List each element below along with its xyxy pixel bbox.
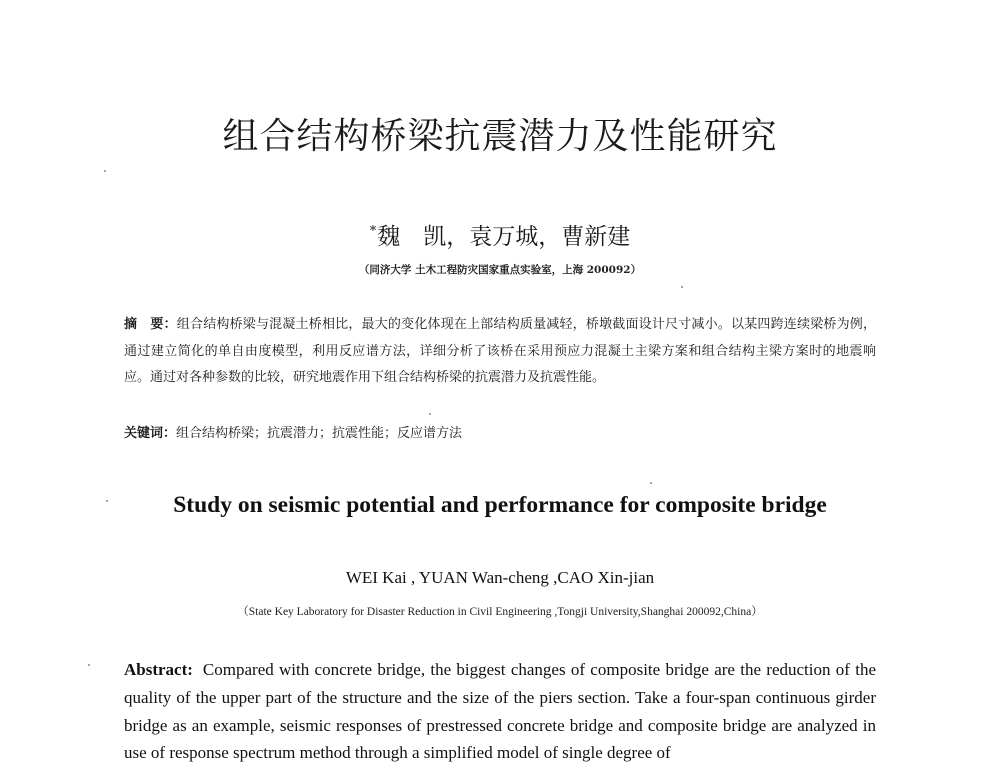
author-names-chinese: 魏 凯，袁万城，曹新建: [377, 224, 631, 250]
scan-speck: [681, 286, 683, 288]
keywords-text-chinese: 组合结构桥梁；抗震潜力；抗震性能；反应谱方法: [176, 426, 463, 441]
keywords-label-chinese: 关键词：: [124, 426, 177, 441]
paper-title-chinese: 组合结构桥梁抗震潜力及性能研究: [222, 116, 778, 157]
authors-chinese: [0, 218, 1000, 251]
abstract-label-chinese: 摘 要：: [124, 317, 177, 332]
authors-english: WEI Kai , YUAN Wan-cheng ,CAO Xin-jian: [345, 568, 655, 587]
keywords-chinese: [124, 424, 876, 444]
affiliation-chinese: （同济大学 土木工程防灾国家重点实验室，上海 200092）: [358, 264, 642, 276]
scan-speck: [106, 500, 108, 502]
abstract-english: [124, 656, 876, 767]
scan-speck: [88, 664, 90, 666]
affiliation-english: （State Key Laboratory for Disaster Reduction in Civil Engineering ,Tongji University,Shanghai 200092,China）: [237, 606, 763, 618]
abstract-chinese: [124, 312, 876, 392]
scan-speck: [104, 170, 106, 172]
scan-speck: [429, 413, 431, 415]
abstract-text-english: Compared with concrete bridge, the biggest changes of composite bridge are the reduction of the quality of the upper part of the structure and the size of the piers section. Take a four-span continuous girder bridge as an example, seismic responses of prestressed concrete bridge and composite bridge are analyzed in use of response spectrum method through a simplified model of single degree of: [124, 660, 876, 763]
scan-speck: [650, 482, 652, 484]
abstract-text-chinese: 组合结构桥梁与混凝土桥相比，最大的变化体现在上部结构质量减轻，桥墩截面设计尺寸减小。以某四跨连续梁桥为例，通过建立简化的单自由度模型，利用反应谱方法，详细分析了该桥在采用预应力混凝土主梁方案和组合结构主梁方案时的地震响应。通过对各种参数的比较，研究地震作用下组合结构桥梁的抗震潜力及抗震性能。: [124, 317, 876, 385]
abstract-label-english: Abstract:: [124, 660, 193, 679]
paper-title-english: Study on seismic potential and performance for composite bridge: [173, 492, 827, 518]
corresponding-author-mark: *: [369, 224, 377, 239]
